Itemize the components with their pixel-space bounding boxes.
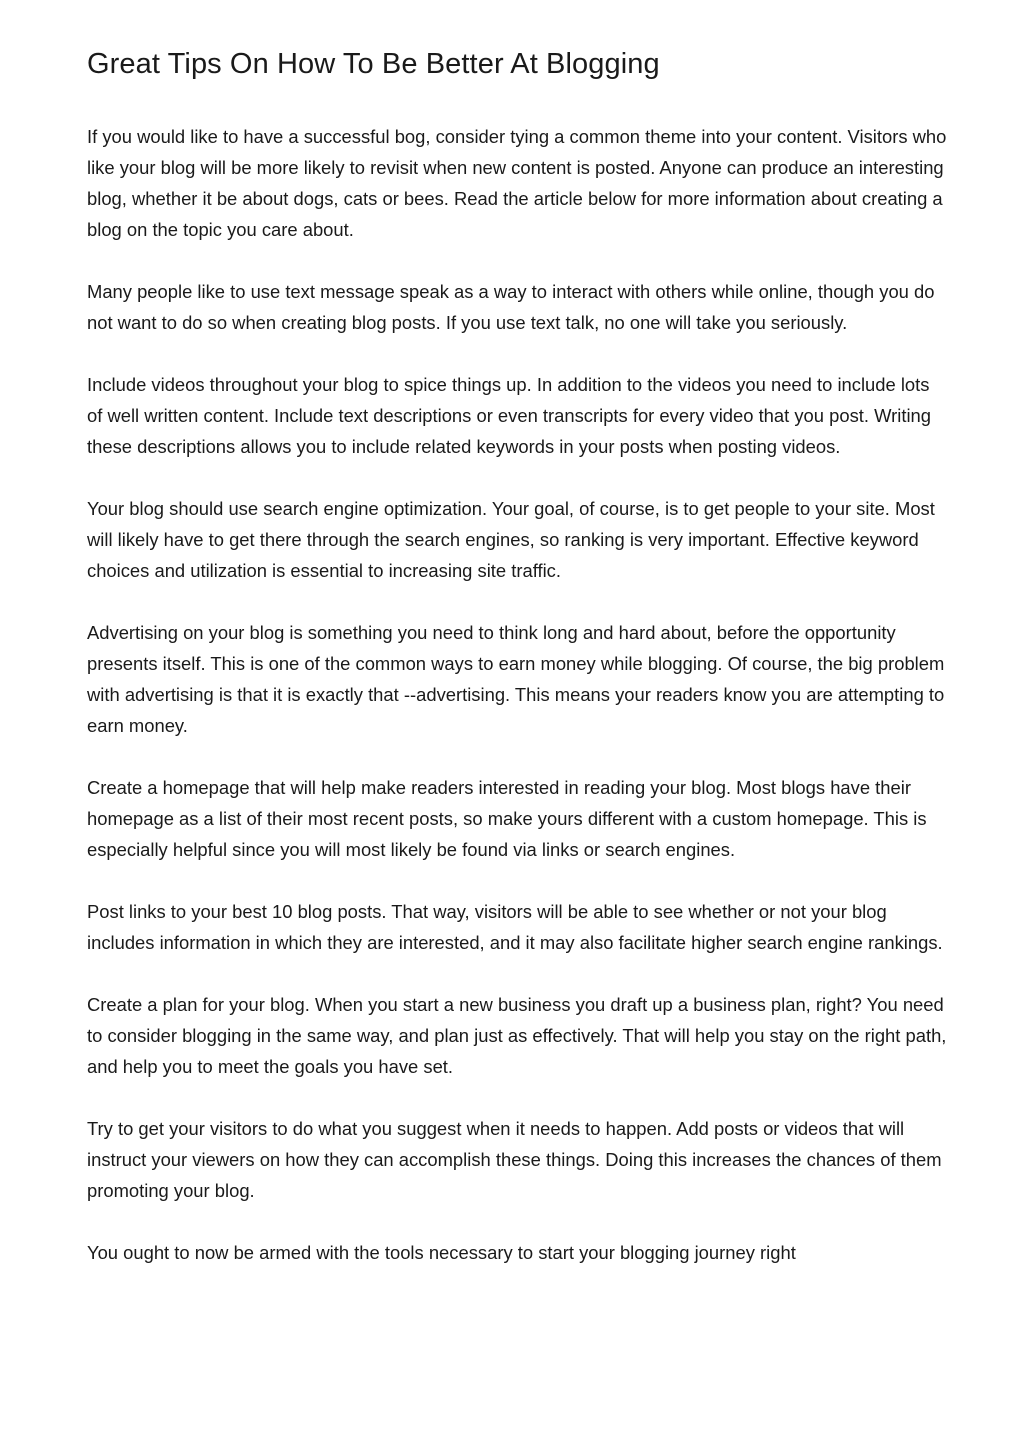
paragraph-1: If you would like to have a successful bog, consider tying a common theme into your content. Visitors who like your blog will be more likely to revisit when new content is posted. Anyone can produce an interesting blog, whether it be about dogs, cats or bees. Read the article below for more information about creating a blog on the topic you care about. xyxy=(87,126,947,240)
paragraph-5: Advertising on your blog is something you need to think long and hard about, before the opportunity presents itself. This is one of the common ways to earn money while blogging. Of course, the big problem with advertising is that it is exactly that --advertising. This means your readers know you are attempting to earn money. xyxy=(87,622,945,736)
paragraph-3: Include videos throughout your blog to spice things up. In addition to the videos you need to include lots of well written content. Include text descriptions or even transcripts for every video that you post. Writing these descriptions allows you to include related keywords in your posts when posting videos. xyxy=(87,374,931,457)
paragraph-7: Post links to your best 10 blog posts. That way, visitors will be able to see whether or not your blog includes information in which they are interested, and it may also facilitate higher search engine rankings. xyxy=(87,901,943,953)
paragraph-4: Your blog should use search engine optimization. Your goal, of course, is to get people to your site. Most will likely have to get there through the search engines, so ranking is very important. Effective keyword choices and utilization is essential to increasing site traffic. xyxy=(87,498,935,581)
paragraph-6: Create a homepage that will help make readers interested in reading your blog. Most blogs have their homepage as a list of their most recent posts, so make yours different with a custom homepage. This is especially helpful since you will most likely be found via links or search engines. xyxy=(87,777,927,860)
paragraph-2: Many people like to use text message speak as a way to interact with others while online, though you do not want to do so when creating blog posts. If you use text talk, no one will take you seriously. xyxy=(87,281,935,333)
document-page xyxy=(87,44,947,1299)
paragraph-8: Create a plan for your blog. When you start a new business you draft up a business plan, right? You need to consider blogging in the same way, and plan just as effectively. That will help you stay on the right path, and help you to meet the goals you have set. xyxy=(87,994,947,1077)
paragraph-10: You ought to now be armed with the tools necessary to start your blogging journey right xyxy=(87,1242,796,1263)
document-title: Great Tips On How To Be Better At Blogging xyxy=(87,48,660,80)
paragraph-9: Try to get your visitors to do what you suggest when it needs to happen. Add posts or videos that will instruct your viewers on how they can accomplish these things. Doing this increases the chances of them promoting your blog. xyxy=(87,1118,942,1201)
